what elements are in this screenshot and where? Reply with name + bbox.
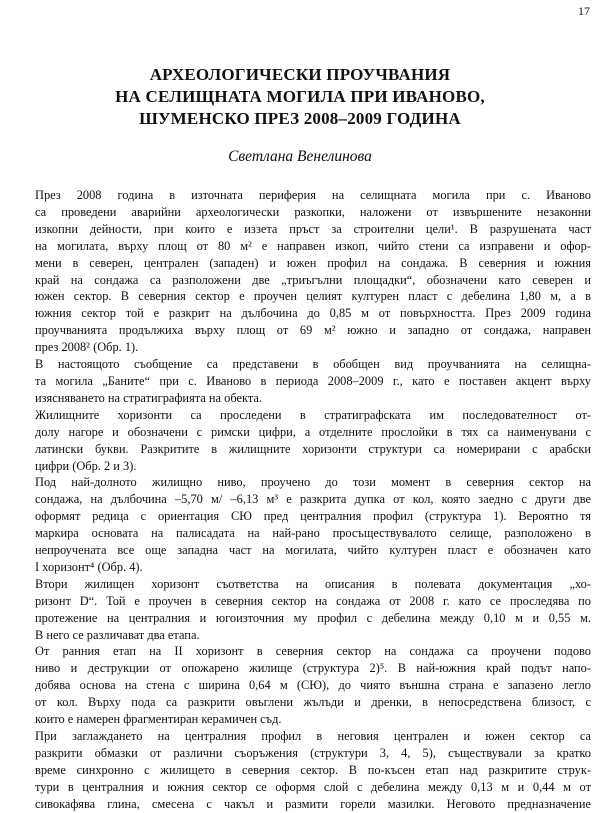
article-body bbox=[8, 187, 591, 813]
text-line: ризонт D“. Той е проучен в северния сектор на сондажа от 2008 г. като се проследява по bbox=[35, 593, 591, 608]
text-line: изясняването на стратиграфията на обекта. bbox=[35, 390, 263, 405]
text-line: При заглаждането на централния профил в неговия централен и южен сектор са bbox=[35, 729, 591, 743]
text-line: ниво и деструкции от опожарено жилище (структура 2)⁵. В най-южния край подът напо- bbox=[35, 661, 591, 676]
text-line: Жилищните хоризонти са проследени в стратиграфската им последователност от- bbox=[35, 407, 591, 422]
text-line: са проведени аварийни археологически разкопки, наложени от извършените незаконни bbox=[35, 204, 591, 219]
text-line: долу нагоре и обозначени с римски цифри, а отделните прослойки в тях са наименувани с bbox=[35, 424, 591, 439]
text-line: През 2008 година в източната периферия на селищната могила при с. Иваново bbox=[35, 188, 591, 202]
text-line: проучванията продължиха върху площ от 69 м² южно и западно от сондажа, направен bbox=[35, 323, 591, 338]
paragraph bbox=[8, 187, 591, 356]
text-line: мени в северен, централен (западен) и южен профил на сондажа. В северния и южния bbox=[35, 255, 591, 270]
text-line: през 2008² (Обр. 1). bbox=[35, 340, 139, 355]
text-line: оформят редица с ориентация СЮ пред централния профил (структура 1). Вероятно тя bbox=[35, 509, 591, 524]
text-line: край на сондажа са разположени две „триъгълни площадки“, обозначени като северен и bbox=[35, 272, 591, 287]
text-line: разкрити обмазки от различни съоръжения (структури 3, 4, 5), съществували за кратко bbox=[35, 745, 591, 760]
text-line: които е намерен фрагментиран керамичен съд. bbox=[35, 712, 282, 727]
author-name: Светлана Венелинова bbox=[228, 148, 372, 165]
text-line: цифри (Обр. 2 и 3). bbox=[35, 458, 137, 473]
paragraph bbox=[8, 576, 591, 644]
title-line: АРХЕОЛОГИЧЕСКИ ПРОУЧВАНИЯ bbox=[149, 65, 451, 84]
text-line: добява основа на стена с ширина 0,64 м (СЮ), до чиято външна страна е запазено легло bbox=[35, 678, 591, 693]
paragraph bbox=[8, 407, 591, 475]
text-line: От ранния етап на II хоризонт в северния сектор на сондажа са проучени подово bbox=[35, 644, 591, 659]
paragraph bbox=[8, 356, 591, 407]
text-line: южен сектор. В северния сектор е проучен целият културен пласт с дебелина 1,80 м, а в bbox=[35, 289, 591, 304]
text-line: латински букви. Разкритите в жилищните хоризонти структури са номерирани с арабски bbox=[35, 441, 591, 456]
text-line: I хоризонт⁴ (Обр. 4). bbox=[35, 559, 143, 574]
text-line: сондажа, на дълбочина –5,70 м/ –6,13 м³ е разкрита дупка от кол, която заедно с други две bbox=[35, 492, 591, 507]
text-line: Под най-долното жилищно ниво, проучено до този момент в северния сектор на bbox=[35, 475, 591, 490]
paragraph bbox=[8, 643, 591, 728]
text-line: протежение на централния и югоизточния му профил с дебелина между 0,10 м и 0,55 м. bbox=[35, 610, 591, 625]
text-line: Втори жилищен хоризонт съответства на описания в полевата документация „хо- bbox=[35, 576, 591, 591]
text-line: непроучената все още западна част на могилата, чийто културен пласт е обозначен като bbox=[35, 543, 591, 558]
paragraph bbox=[8, 474, 591, 575]
text-line: та могила „Баните“ при с. Иваново в периода 2008–2009 г., като е поставен акцент върху bbox=[35, 373, 591, 388]
title-line: НА СЕЛИЩНАТА МОГИЛА ПРИ ИВАНОВО, bbox=[115, 87, 485, 106]
page-number: 17 bbox=[578, 4, 590, 18]
text-line: от кол. Върху пода са разкрити овъглени жълъди и дренки, в непосредствена близост, с bbox=[35, 695, 591, 710]
text-line: южния сектор той е разкрит на дълбочина до 0,85 м от повърхността. През 2009 година bbox=[35, 306, 591, 321]
text-line: тури в централния и южния сектор се оформя слой с дебелина между 0,13 м и 0,44 м от bbox=[35, 779, 591, 794]
text-line: изкопни дейности, при които е иззета пръст за строителни цели¹. В разрушената част bbox=[35, 221, 591, 236]
text-line: на могилата, върху площ от 80 м² е направен изкоп, чийто стени са изправени и офор- bbox=[35, 238, 591, 253]
text-line: В него се различават два етапа. bbox=[35, 627, 200, 642]
text-line: време синхронно с жилището в северния сектор. В по-късен етап над разкритите струк- bbox=[35, 762, 591, 777]
text-line: В настоящото съобщение са представени в обобщен вид проучванията на селищна- bbox=[35, 357, 591, 372]
title-line: ШУМЕНСКО ПРЕЗ 2008–2009 ГОДИНА bbox=[139, 109, 461, 128]
text-line: маркира основата на палисадата на най-рано просъществувалото селище, разположено в bbox=[35, 526, 591, 541]
article-title bbox=[0, 64, 600, 130]
text-line: сивокафява глина, смесена с чакъл и размити горели мазилки. Неговото предназначение bbox=[35, 796, 591, 811]
